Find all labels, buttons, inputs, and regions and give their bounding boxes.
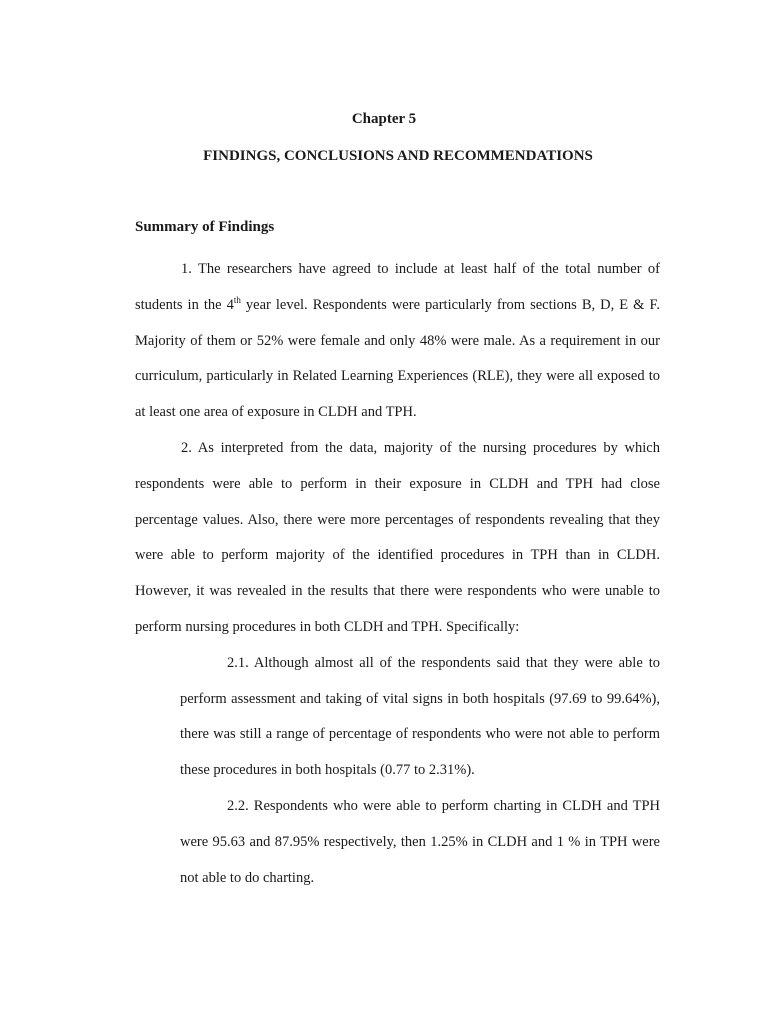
paragraph-1-text-start: 1. The researchers have agreed to include at least half of the total number of students in the 4 bbox=[135, 261, 660, 313]
paragraph-1 bbox=[135, 252, 660, 431]
ordinal-suffix: th bbox=[233, 294, 241, 305]
chapter-label: Chapter 5 bbox=[351, 111, 417, 127]
chapter-title: FINDINGS, CONCLUSIONS AND RECOMMENDATIONS bbox=[203, 148, 593, 164]
paragraph-2: 2. As interpreted from the data, majority of the nursing procedures by which respondents were able to perform in their exposure in CLDH and TPH had close percentage values. Also, there were more percentages of respondents revealing that they were able to perform majority of the identified procedures in TPH than in CLDH. However, it was revealed in the results that there were respondents who were unable to perform nursing procedures in both CLDH and TPH. Specifically: bbox=[135, 439, 660, 635]
paragraph-2-2: 2.2. Respondents who were able to perform charting in CLDH and TPH were 95.63 and 87.95% respectively, then 1.25% in CLDH and 1 % in TPH were not able to do charting. bbox=[180, 797, 660, 886]
paragraph-1-text-end: year level. Respondents were particularly from sections B, D, E & F. Majority of them or 52% were female and only 48% were male. As a requirement in our curriculum, particularly in Related Learning Experiences (RLE), they were all exposed to at least one area of exposure in CLDH and TPH. bbox=[135, 296, 660, 421]
paragraph-2-1: 2.1. Although almost all of the respondents said that they were able to perform assessment and taking of vital signs in both hospitals (97.69 to 99.64%), there was still a range of percentage of respondents who were not able to perform these procedures in both hospitals (0.77 to 2.31%). bbox=[180, 654, 660, 779]
body-text bbox=[135, 252, 660, 896]
section-heading: Summary of Findings bbox=[135, 219, 275, 235]
